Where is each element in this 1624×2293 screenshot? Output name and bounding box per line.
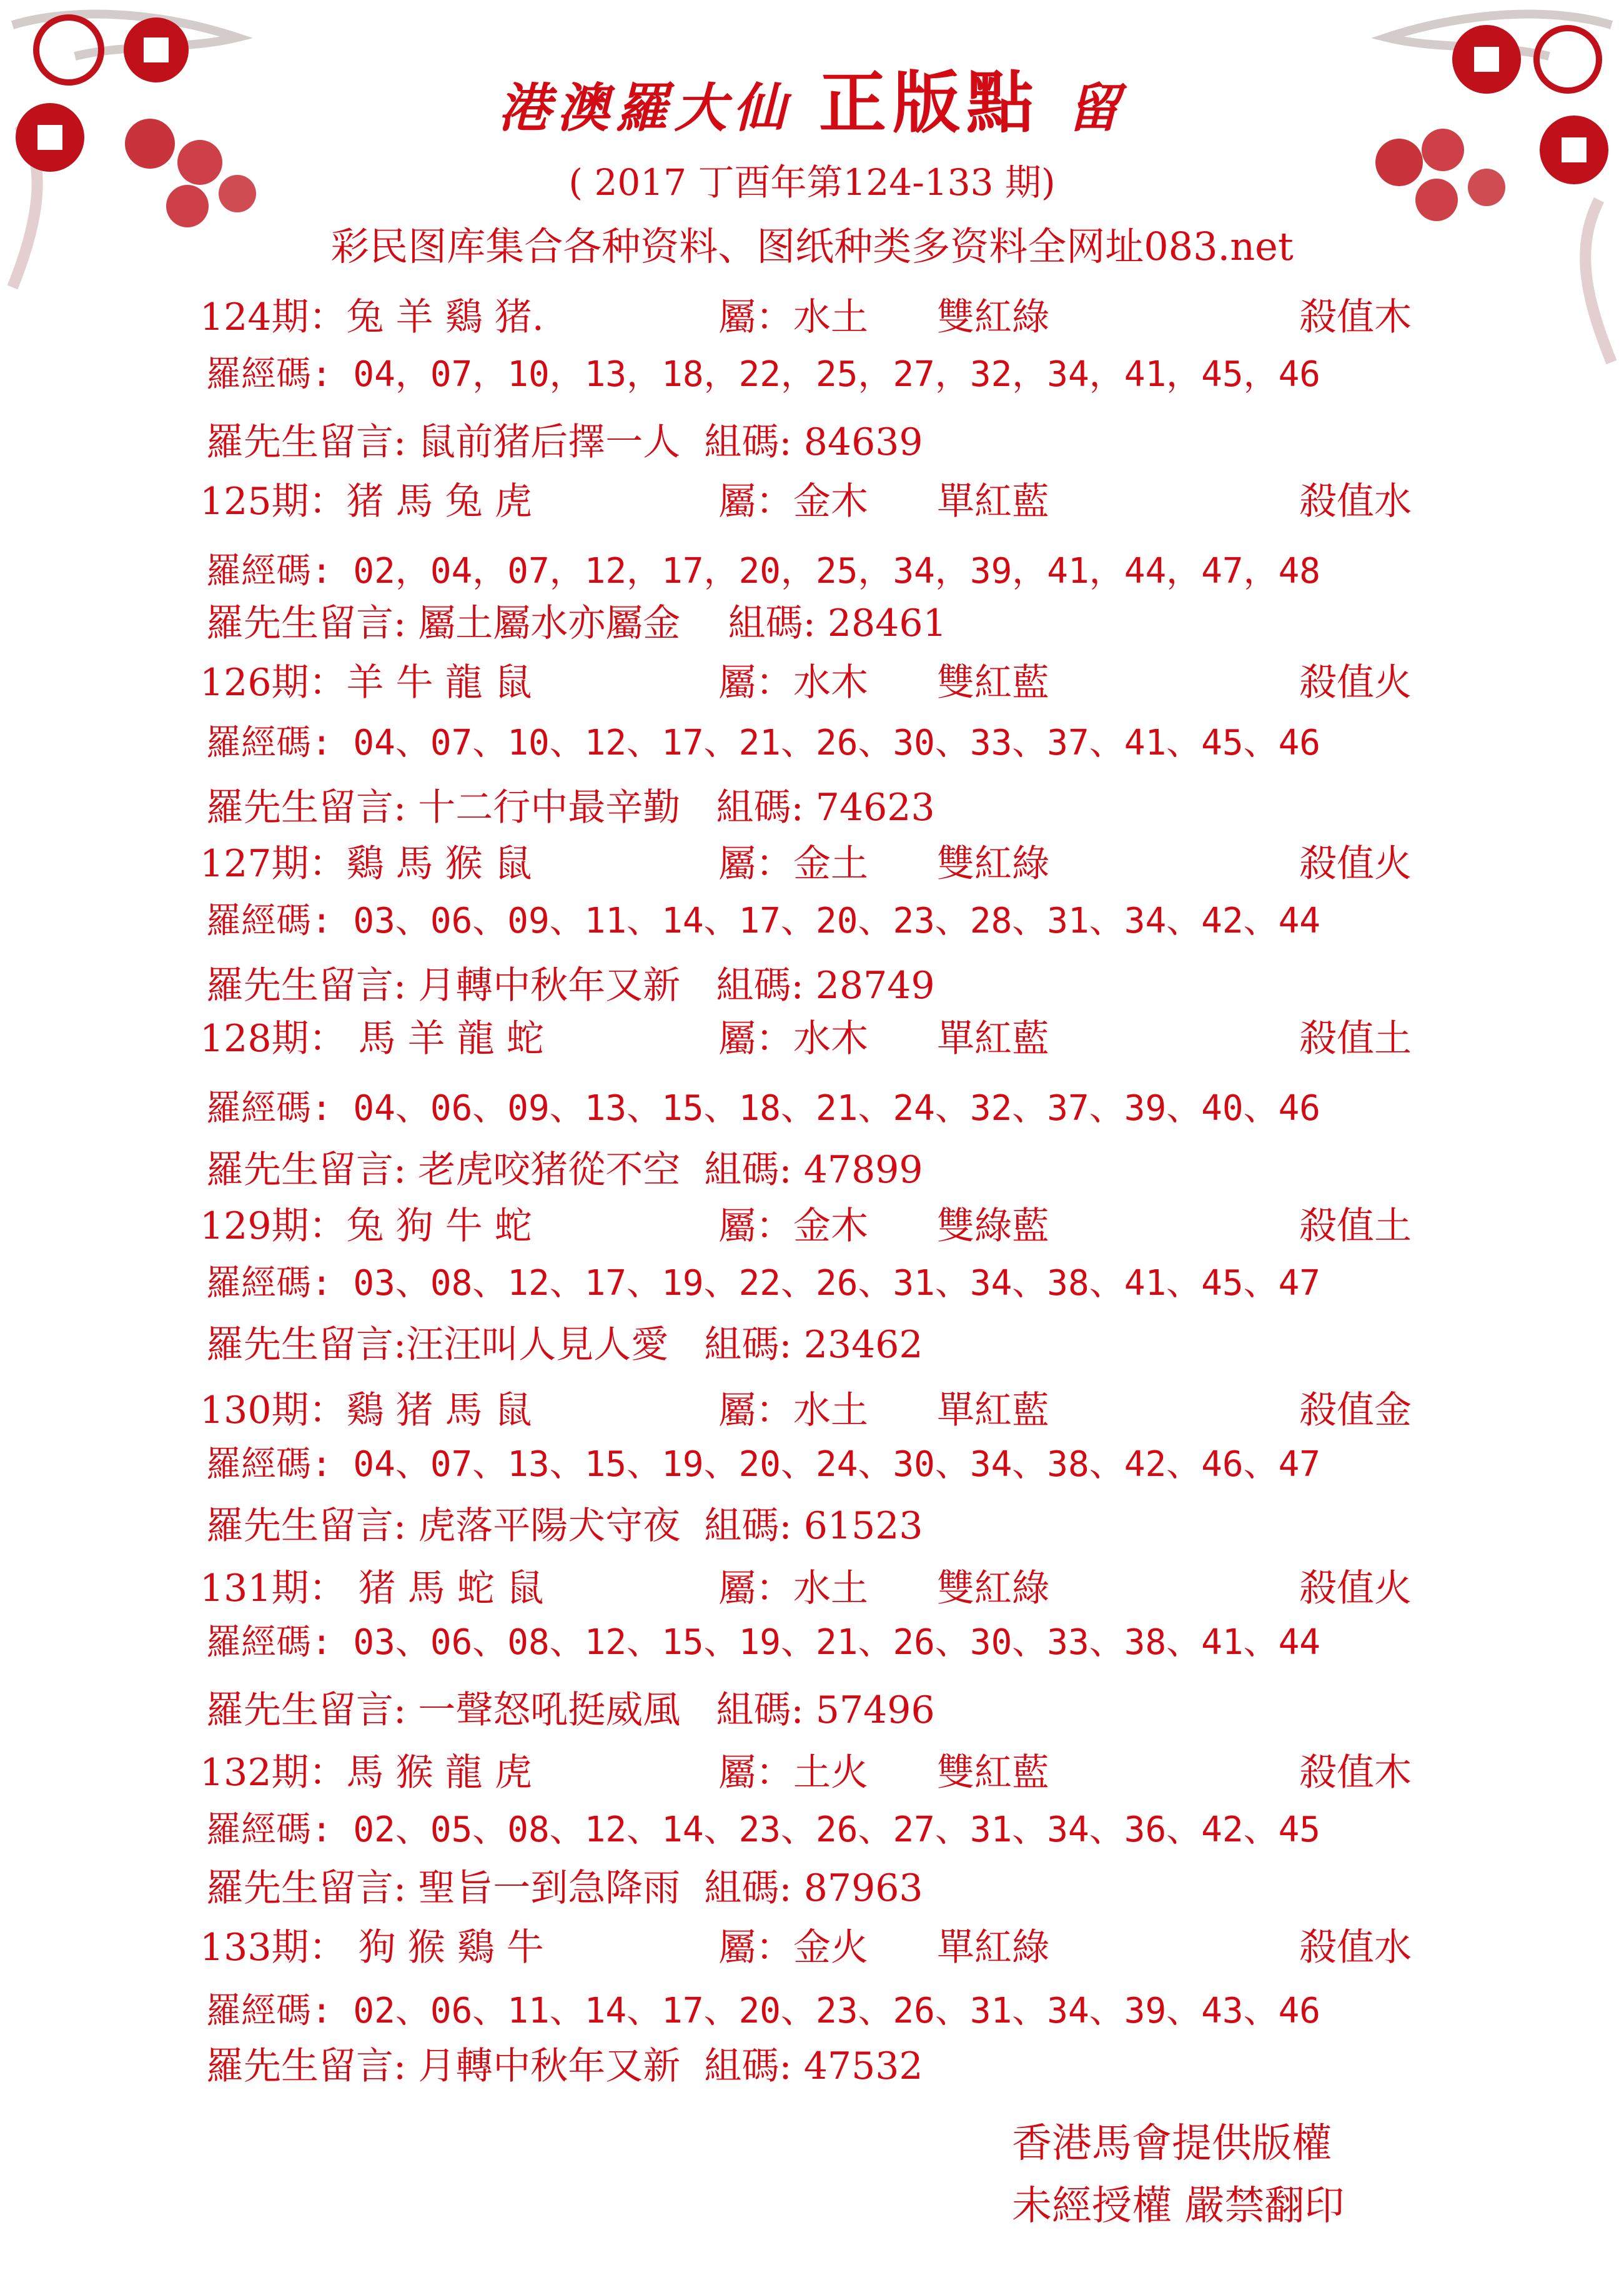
attribute-label: 屬：水土 — [718, 1389, 868, 1432]
attribute-label: 屬：金土 — [718, 842, 868, 886]
color-label: 雙綠藍 — [937, 1204, 1049, 1248]
message-line: 羅先生留言: 月轉中秋年又新 組碼: 28749 — [206, 964, 935, 1008]
title-part2: 正版點 — [818, 64, 1040, 142]
period-label: 126期：羊 牛 龍 鼠 — [200, 661, 532, 705]
site-line: 彩民图库集合各种资料、图纸种类多资料全网址083.net — [330, 224, 1294, 269]
issue-line: ( 2017 丁酉年第124-133 期) — [568, 161, 1056, 204]
code-line: 羅經碼: 03、06、08、12、15、19、21、26、30、33、38、41、44 — [206, 1622, 1321, 1663]
message-line: 羅先生留言: 屬土屬水亦屬金 組碼: 28461 — [206, 602, 947, 645]
message-line: 羅先生留言: 十二行中最辛勤 組碼: 74623 — [206, 786, 935, 830]
attribute-label: 屬：水木 — [718, 661, 868, 705]
attribute-label: 屬：水土 — [718, 295, 868, 339]
kill-label: 殺值水 — [1299, 1926, 1412, 1969]
page-title — [0, 49, 1624, 146]
color-label: 單紅藍 — [937, 480, 1049, 523]
period-label: 130期：鷄 猪 馬 鼠 — [200, 1389, 532, 1432]
code-line: 羅經碼: 02，04，07，12，17，20，25，34，39，41，44，47，48 — [206, 551, 1321, 592]
attribute-label: 屬：金火 — [718, 1926, 868, 1969]
period-label: 129期：兔 狗 牛 蛇 — [200, 1204, 532, 1248]
kill-label: 殺值火 — [1299, 661, 1412, 705]
message-line: 羅先生留言: 鼠前猪后擇一人 組碼: 84639 — [206, 420, 923, 464]
code-line: 羅經碼: 02、05、08、12、14、23、26、27、31、34、36、42、45 — [206, 1810, 1321, 1850]
color-label: 單紅藍 — [937, 1017, 1049, 1061]
title-part3: 留 — [1067, 77, 1126, 139]
footer-warning: 未經授權 嚴禁翻印 — [1012, 2183, 1345, 2229]
message-line: 羅先生留言: 月轉中秋年又新 組碼: 47532 — [206, 2044, 923, 2088]
code-line: 羅經碼: 02、06、11、14、17、20、23、26、31、34、39、43、46 — [206, 1991, 1321, 2031]
color-label: 雙紅綠 — [937, 1567, 1049, 1610]
attribute-label: 屬：土火 — [718, 1751, 868, 1795]
attribute-label: 屬：水木 — [718, 1017, 868, 1061]
period-label: 125期：猪 馬 兔 虎 — [200, 480, 532, 523]
kill-label: 殺值木 — [1299, 1751, 1412, 1795]
code-line: 羅經碼: 04、07、10、12、17、21、26、30、33、37、41、45、46 — [206, 723, 1321, 763]
color-label: 雙紅藍 — [937, 661, 1049, 705]
kill-label: 殺值金 — [1299, 1389, 1412, 1432]
color-label: 單紅綠 — [937, 1926, 1049, 1969]
message-line: 羅先生留言: 一聲怒吼挺威風 組碼: 57496 — [206, 1688, 935, 1732]
kill-label: 殺值土 — [1299, 1204, 1412, 1248]
code-line: 羅經碼: 03、08、12、17、19、22、26、31、34、38、41、45、47 — [206, 1263, 1321, 1304]
period-label: 133期： 狗 猴 鷄 牛 — [200, 1926, 544, 1969]
kill-label: 殺值火 — [1299, 1567, 1412, 1610]
message-line: 羅先生留言: 虎落平陽犬守夜 組碼: 61523 — [206, 1504, 923, 1548]
kill-label: 殺值木 — [1299, 295, 1412, 339]
kill-label: 殺值土 — [1299, 1017, 1412, 1061]
period-label: 132期：馬 猴 龍 虎 — [200, 1751, 532, 1795]
kill-label: 殺值水 — [1299, 480, 1412, 523]
color-label: 雙紅綠 — [937, 295, 1049, 339]
period-label: 124期：兔 羊 鷄 猪. — [200, 295, 544, 339]
color-label: 雙紅綠 — [937, 842, 1049, 886]
color-label: 雙紅藍 — [937, 1751, 1049, 1795]
attribute-label: 屬：金木 — [718, 1204, 868, 1248]
period-label: 128期： 馬 羊 龍 蛇 — [200, 1017, 544, 1061]
code-line: 羅經碼: 04，07，10，13，18，22，25，27，32，34，41，45，46 — [206, 354, 1321, 395]
code-line: 羅經碼: 03、06、09、11、14、17、20、23、28、31、34、42、44 — [206, 901, 1321, 941]
title-part1: 港澳羅大仙 — [498, 77, 792, 139]
attribute-label: 屬：金木 — [718, 480, 868, 523]
footer-copyright: 香港馬會提供版權 — [1012, 2121, 1332, 2167]
message-line: 羅先生留言: 聖旨一到急降雨 組碼: 87963 — [206, 1866, 923, 1910]
period-label: 131期： 猪 馬 蛇 鼠 — [200, 1567, 544, 1610]
code-line: 羅經碼: 04、06、09、13、15、18、21、24、32、37、39、40、46 — [206, 1088, 1321, 1129]
code-line: 羅經碼: 04、07、13、15、19、20、24、30、34、38、42、46、47 — [206, 1444, 1321, 1485]
kill-label: 殺值火 — [1299, 842, 1412, 886]
color-label: 單紅藍 — [937, 1389, 1049, 1432]
attribute-label: 屬：水土 — [718, 1567, 868, 1610]
message-line: 羅先生留言:汪汪叫人見人愛 組碼: 23462 — [206, 1323, 923, 1367]
period-label: 127期：鷄 馬 猴 鼠 — [200, 842, 532, 886]
message-line: 羅先生留言: 老虎咬猪從不空 組碼: 47899 — [206, 1148, 923, 1192]
